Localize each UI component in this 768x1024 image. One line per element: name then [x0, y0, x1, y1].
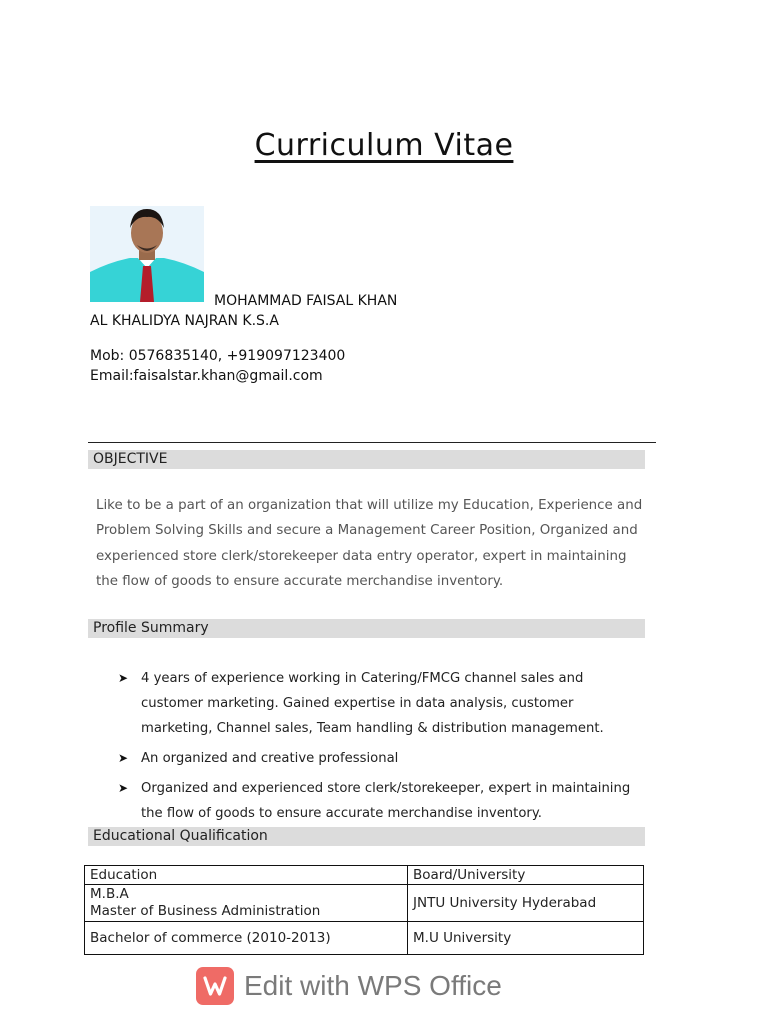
arrow-bullet-icon: ➤ — [118, 781, 129, 795]
list-item — [118, 746, 648, 771]
email-address: Email:faisalstar.khan@gmail.com — [90, 368, 323, 384]
table-header: Education — [85, 866, 408, 885]
profile-summary-list — [118, 666, 648, 831]
table-cell: M.U University — [408, 922, 644, 955]
section-heading-profile-summary: Profile Summary — [88, 619, 645, 638]
wps-logo-icon — [196, 967, 234, 1005]
candidate-name: MOHAMMAD FAISAL KHAN — [214, 293, 398, 309]
objective-text: Like to be a part of an organization that will utilize my Education, Experience and Problem Solving Skills and secure a Management Career Position, Organized and experienced store clerk/storekeeper data entry operator, expert in maintaining the flow of goods to ensure accurate merchandise inventory. — [96, 498, 643, 589]
table-row — [85, 885, 644, 922]
profile-photo — [90, 206, 204, 302]
wps-watermark-text: Edit with WPS Office — [244, 970, 502, 1001]
list-item-text: An organized and creative professional — [141, 751, 399, 766]
arrow-bullet-icon: ➤ — [118, 751, 129, 765]
wps-watermark[interactable] — [196, 966, 502, 1006]
mobile-number: Mob: 0576835140, +919097123400 — [90, 348, 346, 364]
table-cell — [85, 885, 408, 922]
table-cell: Bachelor of commerce (2010-2013) — [85, 922, 408, 955]
degree-short: M.B.A — [90, 886, 129, 902]
table-row — [85, 922, 644, 955]
list-item-text: Organized and experienced store clerk/storekeeper, expert in maintaining the flow of goods to ensure accurate merchandise inventory. — [141, 781, 631, 821]
table-header: Board/University — [408, 866, 644, 885]
education-table — [84, 865, 644, 955]
table-header-row — [85, 866, 644, 885]
address: AL KHALIDYA NAJRAN K.S.A — [90, 313, 279, 329]
table-cell: JNTU University Hyderabad — [408, 885, 644, 922]
list-item — [118, 776, 648, 826]
document-title: Curriculum Vitae — [254, 128, 514, 163]
divider — [88, 442, 656, 443]
arrow-bullet-icon: ➤ — [118, 671, 129, 685]
list-item — [118, 666, 648, 741]
section-heading-education: Educational Qualification — [88, 827, 645, 846]
section-heading-objective: OBJECTIVE — [88, 450, 645, 469]
list-item-text: 4 years of experience working in Catering/FMCG channel sales and customer marketing. Gained expertise in data analysis, customer marketing, Channel sales, Team handling & distribution management. — [141, 671, 604, 736]
person-photo-icon — [90, 206, 204, 302]
degree-full: Master of Business Administration — [90, 903, 321, 919]
